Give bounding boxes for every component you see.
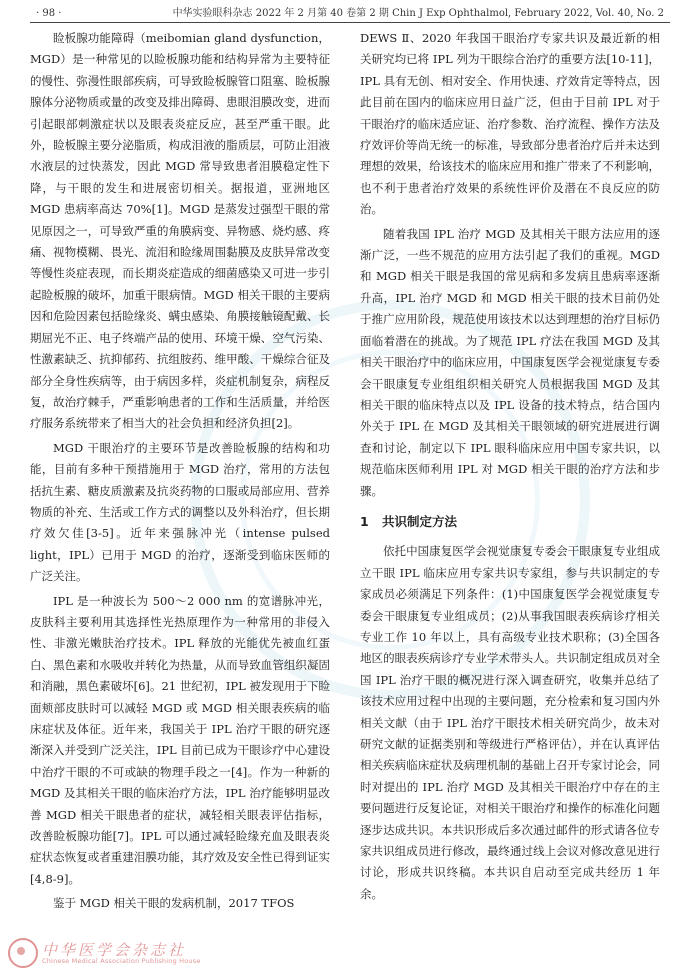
continued-paragraph: DEWS Ⅱ、2020 年我国干眼治疗专家共识及最近新的相关研究均已将 IPL 列为干眼综合治疗的重要方法[10-11]，IPL 具有无创、相对安全、作用快速、疗效肯定等特点，因此目前在国内的临床应用日益广泛，但由于目前 IPL 对于干眼治疗的临床适应证、治疗参数、治疗流程、操作方法及疗效评价等尚无统一的标准，导致部分患者治疗后并未达到理想的效果，给该技术的临床应用和推广带来了不利影响，也不利于患者治疗效果的系统性评价及潜在不良反应的防治。 xyxy=(360,31,660,217)
ipl-paragraph: IPL 是一种波长为 500～2 000 nm 的宽谱脉冲光，皮肤科主要利用其选择性光热原理作为一种常用的非侵入性、非激光嫩肤治疗技术。IPL 释放的光能优先被血红蛋白、黑色素和水吸收并转化为热量，从而导致血管组织凝固和消融，黑色素破坏[6]。21 世纪初，IPL 被发现用于下睑面颊部皮肤时可以减轻 MGD 或 MGD 相关眼表疾病的临床症状及体征。近年来，我国关于 IPL 治疗干眼的研究逐渐深入并受到广泛关注，IPL 目前已成为干眼诊疗中心建设中治疗干眼的不可或缺的物理手段之一[4]。作为一种新的 MGD 及其相关干眼的临床治疗方法，IPL 治疗能够明显改善 MGD 相关干眼患者的症状，减轻相关眼表评估指标，改善睑板腺功能[7]。IPL 可以通过减轻睑缘充血及眼表炎症状态恢复或者重建泪膜功能，其疗效及安全性已得到证实[4,8-9]。 xyxy=(30,593,330,886)
journal-citation: 中华实验眼科杂志 2022 年 2 月第 40 卷第 2 期 Chin J Exp Ophthalmol, February 2022, Vol. 40, No. 2 xyxy=(172,8,664,19)
running-header xyxy=(30,6,670,23)
intro-paragraph: 睑板腺功能障碍（meibomian gland dysfunction，MGD）是一种常见的以睑板腺功能和结构异常为主要特征的慢性、弥漫性眼部疾病，可导致睑板腺管口阻塞、睑板腺腺体分泌物质或量的改变及排出障碍、患眼泪膜改变，进而引起眼部刺激症状以及眼表炎症反应，甚至严重干眼。此外，睑板腺主要分泌脂质，构成泪液的脂质层，可防止泪液水液层的过快蒸发，因此 MGD 常导致患者泪膜稳定性下降，与干眼的发生和进展密切相关。据报道，亚洲地区 MGD 患病率高达 70%[1]。MGD 是蒸发过强型干眼的常见原因之一，可导致严重的角膜病变、异物感、烧灼感、疼痛、视物模糊、畏光、流泪和睑缘周围黏膜及皮肤异常改变等慢性炎症表现，而长期炎症造成的细菌感染又可进一步引起睑板腺的破坏，加重干眼病情。MGD 相关干眼的主要病因和危险因素包括睑缘炎、螨虫感染、角膜接触镜配戴、长期屈光不正、电子终端产品的使用、环境干燥、空气污染、性激素缺乏、抗抑郁药、抗组胺药、维甲酸、干燥综合征及部分全身性疾病等，由于病因多样，炎症机制复杂，病程反复，故治疗棘手，严重影响患者的工作和生活质量，并给医疗服务系统带来了相当大的社会负担和经济负担[2]。 xyxy=(30,31,330,431)
section-number: 1 xyxy=(360,513,369,529)
pathogenesis-paragraph-start: 鉴于 MGD 相关干眼的发病机制，2017 TFOS xyxy=(53,896,295,911)
background-paragraph: 随着我国 IPL 治疗 MGD 及其相关干眼方法应用的逐渐广泛，一些不规范的应用方法引起了我们的重视。MGD 和 MGD 相关干眼是我国的常见病和多发病且患病率逐渐升高，IPL 治疗 MGD 和 MGD 相关干眼的技术目前仍处于推广应用阶段，规范使用该技术以达到理想的治疗目标仍面临着潜在的挑战。为了规范 IPL 疗法在我国 MGD 及其相关干眼治疗中的临床应用，中国康复医学会视觉康复专委会干眼康复专业组组织相关研究人员根据我国 MGD 及其相关干眼的临床特点以及 IPL 设备的技术特点，结合国内外关于 IPL 在 MGD 及其相关干眼领域的研究进展进行调查和讨论，制定以下 IPL 眼科临床应用中国专家共识，以规范临床医师利用 IPL 对 MGD 相关干眼的治疗方法和步骤。 xyxy=(360,226,660,498)
treatment-paragraph: MGD 干眼治疗的主要环节是改善睑板腺的结构和功能，目前有多种干预措施用于 MGD 治疗，常用的方法包括抗生素、糖皮质激素及抗炎药物的口服或局部应用、营养物质的补充、生活或工作方式的调整以及外科治疗，但长期疗效欠佳[3-5]。近年来强脉冲光（intense pulsed light，IPL）已用于 MGD 的治疗，逐渐受到临床医师的广泛关注。 xyxy=(30,440,330,584)
publisher-subtitle: Chinese Medical Association Publishing House xyxy=(42,957,201,965)
publisher-logo xyxy=(8,938,268,968)
left-column xyxy=(30,28,330,915)
section-heading xyxy=(360,511,660,532)
section-title: 共识制定方法 xyxy=(382,513,458,529)
page-number: · 98 · xyxy=(36,8,62,19)
publisher-seal-icon xyxy=(8,938,38,968)
publisher-name: 中华医学会杂志社 xyxy=(42,941,187,959)
right-column xyxy=(360,28,660,905)
methods-paragraph: 依托中国康复医学会视觉康复专委会干眼康复专业组成立干眼 IPL 临床应用专家共识专家组，参与共识制定的专家成员必须满足下列条件：(1)中国康复医学会视觉康复专委会干眼康复专业组成员；(2)从事我国眼表疾病诊疗相关专业工作 10 年以上，具有高级专业技术职称；(3)全国各地区的眼表疾病诊疗专业学术带头人。共识制定组成员对全国 IPL 治疗干眼的概况进行深入调查研究，收集并总结了该技术应用过程中出现的主要问题，充分检索和复习国内外相关文献（由于 IPL 治疗干眼技术相关研究尚少，故未对研究文献的证据类别和等级进行严格评估），并在认真评估相关疾病临床症状及病理机制的基础上召开专家讨论会，同时对提出的 IPL 治疗 MGD 及其相关干眼治疗中存在的主要问题进行反复论证，对相关干眼治疗和操作的标准化问题逐步达成共识。本共识形成后多次通过邮件的形式请各位专家共识组成员进行修改，最终通过线上会议对修改意见进行讨论，形成共识终稿。本共识自启动至完成共经历 1 年余。 xyxy=(360,544,660,901)
